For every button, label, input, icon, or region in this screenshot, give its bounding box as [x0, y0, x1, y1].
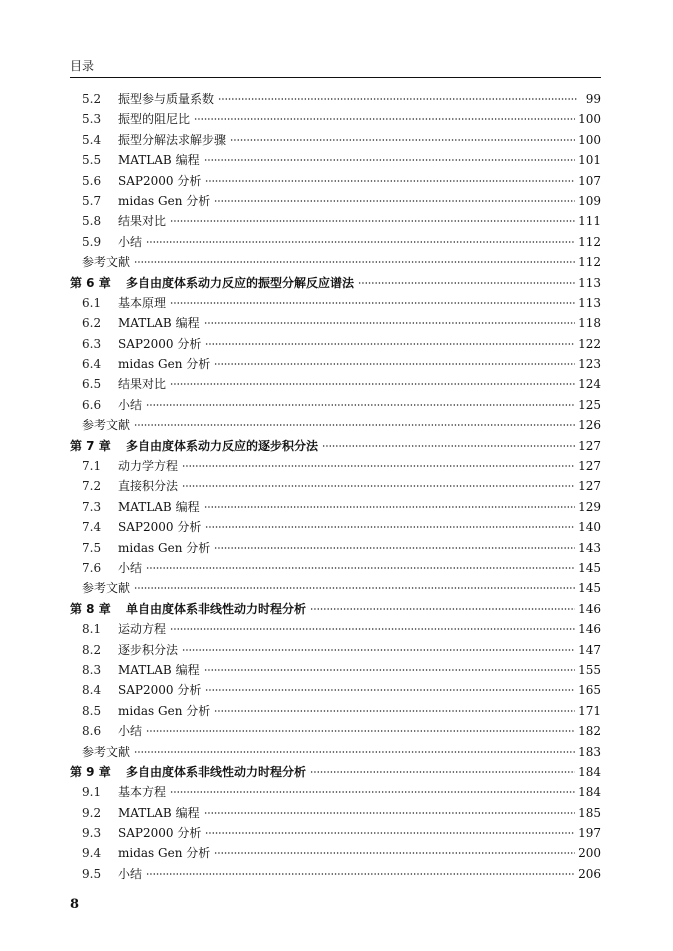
toc-section-entry[interactable]	[70, 130, 601, 150]
toc-section-entry[interactable]	[70, 640, 601, 660]
toc-section-entry[interactable]	[70, 558, 601, 578]
toc-entry-title: MATLAB 编程	[118, 153, 200, 168]
toc-entry-page: 118	[578, 316, 601, 331]
toc-entry-title: SAP2000 分析	[118, 336, 202, 351]
toc-entry-title: SAP2000 分析	[118, 520, 202, 535]
toc-entry-title: midas Gen 分析	[118, 193, 211, 208]
toc-entry-title: MATLAB 编程	[118, 316, 200, 331]
toc-entry-title: MATLAB 编程	[118, 499, 200, 514]
toc-entry-number: 8.1	[82, 622, 102, 637]
toc-entry-page: 143	[578, 540, 601, 555]
toc-entry-title: 多自由度体系动力反应的逐步积分法	[126, 438, 319, 453]
dot-leader	[205, 832, 575, 834]
dot-leader	[205, 180, 575, 182]
dot-leader	[170, 383, 575, 385]
dot-leader	[134, 587, 575, 589]
toc-entry-title: midas Gen 分析	[118, 357, 211, 372]
dot-leader	[170, 628, 575, 630]
toc-entry-page: 147	[578, 642, 601, 657]
toc-entry-number: 9.2	[82, 805, 102, 820]
toc-entry-page: 145	[578, 560, 601, 575]
toc-entry-page: 127	[578, 459, 601, 474]
toc-entry-number: 7.6	[82, 560, 102, 575]
toc-entry-page: 145	[578, 581, 601, 596]
toc-references-entry[interactable]	[70, 742, 601, 762]
toc-entry-title: 小结	[118, 560, 143, 575]
dot-leader	[204, 669, 576, 671]
toc-entry-number: 5.2	[82, 92, 102, 106]
toc-entry-page: 100	[578, 112, 601, 127]
toc-entry-number: 7.3	[82, 499, 102, 514]
dot-leader	[204, 159, 576, 161]
toc-section-entry[interactable]	[70, 497, 601, 517]
toc-section-entry[interactable]	[70, 89, 601, 109]
dot-leader	[214, 200, 575, 202]
toc-section-entry[interactable]	[70, 293, 601, 313]
toc-entry-page: 165	[578, 683, 601, 698]
toc-entry-page: 140	[578, 520, 601, 535]
running-header: 目录	[70, 59, 95, 73]
toc-entry-page: 171	[578, 703, 601, 718]
toc-entry-number: 9.3	[82, 826, 102, 841]
toc-entry-title: SAP2000 分析	[118, 173, 202, 188]
toc-section-entry[interactable]	[70, 823, 601, 843]
toc-entry-title: 振型分解法求解步骤	[118, 132, 227, 147]
toc-entry-title: 基本方程	[118, 785, 167, 800]
toc-entry-title: 直接积分法	[118, 479, 179, 494]
toc-entry-title: 振型的阻尼比	[118, 112, 191, 127]
toc-entry-page: 197	[578, 826, 601, 841]
toc-entry-title: 参考文献	[82, 255, 131, 270]
toc-entry-title: 多自由度体系非线性动力时程分析	[126, 764, 307, 779]
toc-entry-number: 第 7 章	[70, 438, 111, 453]
toc-entry-number: 5.6	[82, 173, 102, 188]
toc-section-entry[interactable]	[70, 476, 601, 496]
dot-leader	[194, 118, 575, 120]
toc-entry-number: 5.9	[82, 234, 102, 249]
toc-entry-title: 结果对比	[118, 377, 167, 392]
dot-leader	[205, 689, 575, 691]
dot-leader	[310, 608, 575, 610]
toc-section-entry[interactable]	[70, 232, 601, 252]
toc-section-entry[interactable]	[70, 721, 601, 741]
dot-leader	[170, 791, 575, 793]
toc-entry-title: 多自由度体系动力反应的振型分解反应谱法	[126, 275, 355, 290]
dot-leader	[322, 445, 575, 447]
toc-entry-page: 107	[578, 173, 601, 188]
toc-section-entry[interactable]	[70, 538, 601, 558]
toc-section-entry[interactable]	[70, 211, 601, 231]
toc-entry-page: 124	[578, 377, 601, 392]
toc-entry-title: midas Gen 分析	[118, 846, 211, 861]
toc-entry-title: MATLAB 编程	[118, 805, 200, 820]
toc-entry-number: 8.2	[82, 642, 102, 657]
dot-leader	[358, 282, 575, 284]
dot-leader	[214, 363, 575, 365]
toc-section-entry[interactable]	[70, 680, 601, 700]
toc-section-entry[interactable]	[70, 619, 601, 639]
toc-entry-page: 184	[578, 764, 601, 779]
dot-leader	[182, 465, 575, 467]
toc-entry-number: 6.1	[82, 295, 102, 310]
toc-entry-page: 99	[585, 92, 601, 106]
toc-entry-page: 146	[578, 622, 601, 637]
toc-entry-number: 9.5	[82, 866, 102, 881]
toc-entry-title: 小结	[118, 397, 143, 412]
toc-entry-number: 7.5	[82, 540, 102, 555]
table-of-contents	[70, 89, 601, 884]
toc-section-entry[interactable]	[70, 864, 601, 884]
toc-entry-page: 111	[578, 214, 601, 229]
toc-section-entry[interactable]	[70, 374, 601, 394]
toc-entry-title: SAP2000 分析	[118, 683, 202, 698]
toc-entry-page: 109	[578, 193, 601, 208]
toc-entry-number: 5.4	[82, 132, 102, 147]
toc-entry-title: 单自由度体系非线性动力时程分析	[126, 601, 307, 616]
toc-entry-number: 8.3	[82, 662, 102, 677]
toc-entry-page: 112	[578, 255, 601, 270]
page-number: 8	[70, 897, 80, 912]
toc-entry-page: 113	[578, 295, 601, 310]
toc-section-entry[interactable]	[70, 660, 601, 680]
toc-entry-title: 参考文献	[82, 418, 131, 433]
dot-leader	[170, 220, 575, 222]
dot-leader	[214, 710, 575, 712]
toc-entry-page: 127	[578, 438, 601, 453]
toc-entry-title: 振型参与质量系数	[118, 92, 215, 106]
toc-entry-page: 200	[578, 846, 601, 861]
toc-entry-page: 206	[578, 866, 601, 881]
toc-entry-number: 6.2	[82, 316, 102, 331]
toc-entry-title: SAP2000 分析	[118, 826, 202, 841]
dot-leader	[214, 852, 575, 854]
toc-entry-page: 146	[578, 601, 601, 616]
toc-entry-number: 第 6 章	[70, 275, 111, 290]
toc-entry-number: 第 9 章	[70, 764, 111, 779]
toc-references-entry[interactable]	[70, 252, 601, 272]
toc-section-entry[interactable]	[70, 701, 601, 721]
toc-entry-number: 6.6	[82, 397, 102, 412]
toc-entry-title: 小结	[118, 234, 143, 249]
toc-entry-page: 125	[578, 397, 601, 412]
toc-entry-number: 5.7	[82, 193, 102, 208]
toc-section-entry[interactable]	[70, 171, 601, 191]
toc-entry-number: 5.5	[82, 153, 102, 168]
toc-section-entry[interactable]	[70, 456, 601, 476]
dot-leader	[146, 404, 575, 406]
toc-entry-page: 101	[578, 153, 601, 168]
toc-section-entry[interactable]	[70, 843, 601, 863]
toc-entry-title: 动力学方程	[118, 459, 179, 474]
dot-leader	[205, 343, 575, 345]
toc-chapter-entry[interactable]	[70, 762, 601, 782]
toc-entry-title: 结果对比	[118, 214, 167, 229]
toc-section-entry[interactable]	[70, 313, 601, 333]
dot-leader	[182, 649, 575, 651]
toc-chapter-entry[interactable]	[70, 436, 601, 456]
dot-leader	[134, 424, 575, 426]
dot-leader	[146, 567, 575, 569]
dot-leader	[310, 771, 575, 773]
toc-entry-page: 185	[578, 805, 601, 820]
toc-entry-page: 100	[578, 132, 601, 147]
dot-leader	[146, 730, 575, 732]
toc-entry-title: 基本原理	[118, 295, 167, 310]
toc-entry-page: 127	[578, 479, 601, 494]
toc-entry-page: 122	[578, 336, 601, 351]
toc-entry-number: 9.1	[82, 785, 102, 800]
toc-entry-page: 129	[578, 499, 601, 514]
toc-references-entry[interactable]	[70, 415, 601, 435]
toc-entry-page: 184	[578, 785, 601, 800]
toc-entry-number: 8.4	[82, 683, 102, 698]
toc-entry-number: 7.4	[82, 520, 102, 535]
toc-entry-number: 6.5	[82, 377, 102, 392]
dot-leader	[134, 261, 575, 263]
toc-section-entry[interactable]	[70, 782, 601, 802]
dot-leader	[230, 139, 575, 141]
toc-entry-title: midas Gen 分析	[118, 540, 211, 555]
dot-leader	[214, 547, 575, 549]
dot-leader	[134, 751, 575, 753]
toc-entry-title: 小结	[118, 866, 143, 881]
dot-leader	[182, 485, 575, 487]
dot-leader	[204, 322, 576, 324]
toc-entry-page: 123	[578, 357, 601, 372]
toc-entry-number: 6.3	[82, 336, 102, 351]
toc-entry-title: midas Gen 分析	[118, 703, 211, 718]
toc-entry-title: 运动方程	[118, 622, 167, 637]
dot-leader	[204, 812, 576, 814]
toc-section-entry[interactable]	[70, 150, 601, 170]
toc-entry-page: 112	[578, 234, 601, 249]
toc-entry-number: 5.3	[82, 112, 102, 127]
toc-entry-title: 小结	[118, 724, 143, 739]
toc-entry-number: 8.5	[82, 703, 102, 718]
toc-entry-number: 6.4	[82, 357, 102, 372]
dot-leader	[146, 241, 575, 243]
toc-section-entry[interactable]	[70, 334, 601, 354]
toc-entry-page: 182	[578, 724, 601, 739]
toc-entry-title: MATLAB 编程	[118, 662, 200, 677]
toc-section-entry[interactable]	[70, 517, 601, 537]
dot-leader	[204, 506, 576, 508]
toc-chapter-entry[interactable]	[70, 273, 601, 293]
toc-entry-title: 参考文献	[82, 581, 131, 596]
toc-chapter-entry[interactable]	[70, 599, 601, 619]
toc-entry-page: 113	[578, 275, 601, 290]
toc-section-entry[interactable]	[70, 395, 601, 415]
toc-entry-number: 8.6	[82, 724, 102, 739]
header-rule	[70, 77, 601, 78]
toc-entry-title: 参考文献	[82, 744, 131, 759]
toc-section-entry[interactable]	[70, 803, 601, 823]
dot-leader	[170, 302, 575, 304]
dot-leader	[218, 98, 578, 100]
toc-section-entry[interactable]	[70, 109, 601, 129]
toc-entry-number: 9.4	[82, 846, 102, 861]
dot-leader	[205, 526, 575, 528]
toc-entry-page: 126	[578, 418, 601, 433]
toc-section-entry[interactable]	[70, 191, 601, 211]
toc-entry-number: 7.2	[82, 479, 102, 494]
toc-entry-title: 逐步积分法	[118, 642, 179, 657]
toc-entry-page: 155	[578, 662, 601, 677]
toc-section-entry[interactable]	[70, 354, 601, 374]
toc-references-entry[interactable]	[70, 578, 601, 598]
toc-entry-number: 7.1	[82, 459, 102, 474]
dot-leader	[146, 873, 575, 875]
toc-entry-number: 5.8	[82, 214, 102, 229]
toc-entry-page: 183	[578, 744, 601, 759]
toc-entry-number: 第 8 章	[70, 601, 111, 616]
